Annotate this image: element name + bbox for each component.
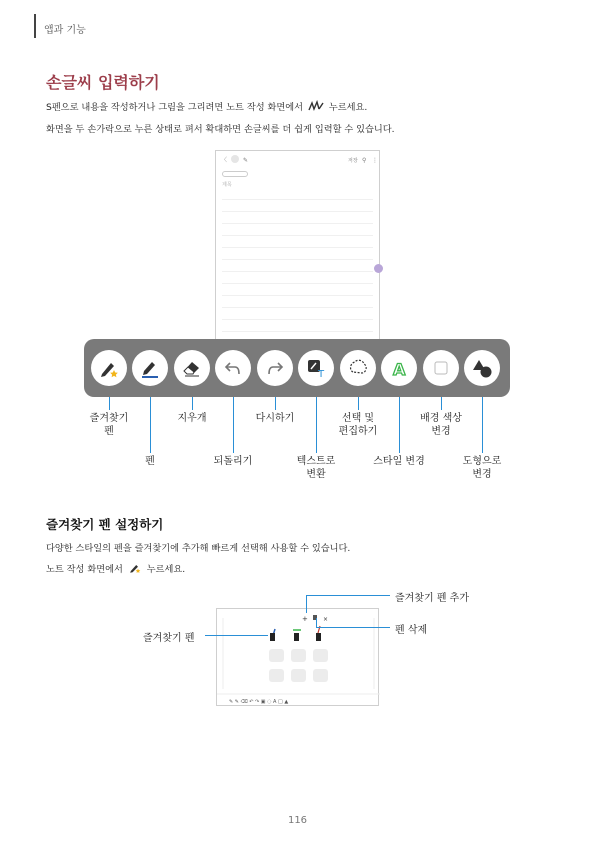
note-screen-mock bbox=[215, 150, 380, 350]
sub-instruction-line-1: 다양한 스타일의 펜을 즐겨찾기에 추가해 빠르게 선택해 사용할 수 있습니다. bbox=[46, 543, 351, 554]
sub-instruction-line-2 bbox=[46, 561, 185, 577]
label-eraser: 지우개 bbox=[177, 413, 207, 424]
callout-line-style bbox=[399, 397, 400, 453]
eraser-icon[interactable] bbox=[174, 350, 210, 386]
label-undo: 되돌리기 bbox=[213, 456, 253, 467]
page-number: 116 bbox=[287, 815, 308, 826]
shape-change-icon[interactable] bbox=[464, 350, 500, 386]
callout-line-pen bbox=[150, 397, 151, 453]
redo-icon[interactable] bbox=[257, 350, 293, 386]
color-change-icon[interactable] bbox=[423, 350, 459, 386]
callout-line-undo bbox=[233, 397, 234, 453]
label-text-convert bbox=[297, 455, 336, 481]
svg-text:⚲: ⚲ bbox=[362, 157, 367, 164]
svg-text:+: + bbox=[302, 615, 308, 623]
label-redo: 다시하기 bbox=[255, 413, 295, 424]
svg-text:T: T bbox=[318, 369, 325, 379]
label-add-favorite-pen: 즐겨찾기 펜 추가 bbox=[395, 593, 469, 604]
section-header: 앱과 기능 bbox=[44, 25, 86, 36]
undo-icon[interactable] bbox=[215, 350, 251, 386]
callout-add-horizontal bbox=[306, 595, 390, 596]
callout-favorite-horizontal bbox=[205, 635, 268, 636]
callout-line-color bbox=[441, 397, 442, 410]
label-select-edit bbox=[339, 412, 378, 438]
label-select-edit-text: 선택 및 편집하기 bbox=[338, 413, 378, 437]
svg-text:✎: ✎ bbox=[243, 157, 249, 164]
note-category-tag[interactable] bbox=[222, 171, 248, 177]
callout-line-eraser bbox=[192, 397, 193, 410]
svg-text:저장: 저장 bbox=[348, 158, 358, 164]
style-change-icon[interactable] bbox=[381, 350, 417, 386]
favorite-pen-icon[interactable] bbox=[91, 350, 127, 386]
lasso-select-icon[interactable] bbox=[340, 350, 376, 386]
label-pen: 펜 bbox=[145, 456, 155, 467]
callout-line-text bbox=[316, 397, 317, 453]
svg-text:〈: 〈 bbox=[221, 157, 228, 164]
label-color-change-text: 배경 색상 변경 bbox=[420, 413, 462, 437]
label-color-change bbox=[420, 412, 462, 438]
label-text-convert-text: 텍스트로 변환 bbox=[296, 456, 336, 480]
callout-line-shape bbox=[482, 397, 483, 453]
svg-text:✎ ✎ ⌫ ↶ ↷ ▣ ◌ A □ ▲: ✎ ✎ ⌫ ↶ ↷ ▣ ◌ A □ ▲ bbox=[229, 699, 289, 705]
sub-instruction-text: 노트 작성 화면에서 bbox=[46, 564, 123, 575]
instruction-text-end: 누르세요. bbox=[328, 102, 368, 113]
pen-toolbar bbox=[84, 339, 510, 397]
instruction-line-1 bbox=[46, 99, 367, 115]
favorite-pen-inline-icon bbox=[128, 562, 142, 577]
handwriting-icon bbox=[308, 100, 324, 115]
section-title: 손글씨 입력하기 bbox=[46, 73, 160, 92]
svg-text:×: × bbox=[323, 616, 329, 623]
favorite-pen-screen-mock bbox=[216, 608, 379, 706]
svg-text:A: A bbox=[393, 360, 406, 379]
label-delete-pen: 펜 삭제 bbox=[395, 625, 428, 636]
header-divider bbox=[34, 14, 36, 38]
label-favorite-pen-text: 즐겨찾기 펜 bbox=[89, 413, 129, 437]
label-favorite-pen-list: 즐겨찾기 펜 bbox=[143, 633, 195, 644]
text-convert-icon[interactable] bbox=[298, 350, 334, 386]
label-favorite-pen bbox=[90, 412, 129, 438]
sub-instruction-text-end: 누르세요. bbox=[146, 564, 186, 575]
label-shape-change bbox=[463, 455, 502, 481]
note-title-field[interactable]: 제목 bbox=[222, 182, 232, 188]
callout-delete-vertical bbox=[316, 618, 317, 627]
callout-line-select bbox=[358, 397, 359, 410]
callout-line-favorite bbox=[109, 397, 110, 410]
pen-icon[interactable] bbox=[132, 350, 168, 386]
callout-delete-horizontal bbox=[316, 627, 390, 628]
label-style-change: 스타일 변경 bbox=[373, 456, 425, 467]
subsection-title: 즐겨찾기 펜 설정하기 bbox=[46, 517, 164, 532]
instruction-text: S펜으로 내용을 작성하거나 그림을 그리려면 노트 작성 화면에서 bbox=[46, 102, 304, 113]
callout-line-redo bbox=[275, 397, 276, 410]
side-handle[interactable] bbox=[374, 264, 383, 273]
label-shape-change-text: 도형으로 변경 bbox=[462, 456, 502, 480]
callout-add-vertical bbox=[306, 595, 307, 613]
instruction-line-2: 화면을 두 손가락으로 누른 상태로 펴서 확대하면 손글씨를 더 쉽게 입력할 수 있습니다. bbox=[46, 124, 395, 135]
svg-text:⋮: ⋮ bbox=[372, 157, 378, 164]
note-topbar bbox=[216, 151, 379, 167]
